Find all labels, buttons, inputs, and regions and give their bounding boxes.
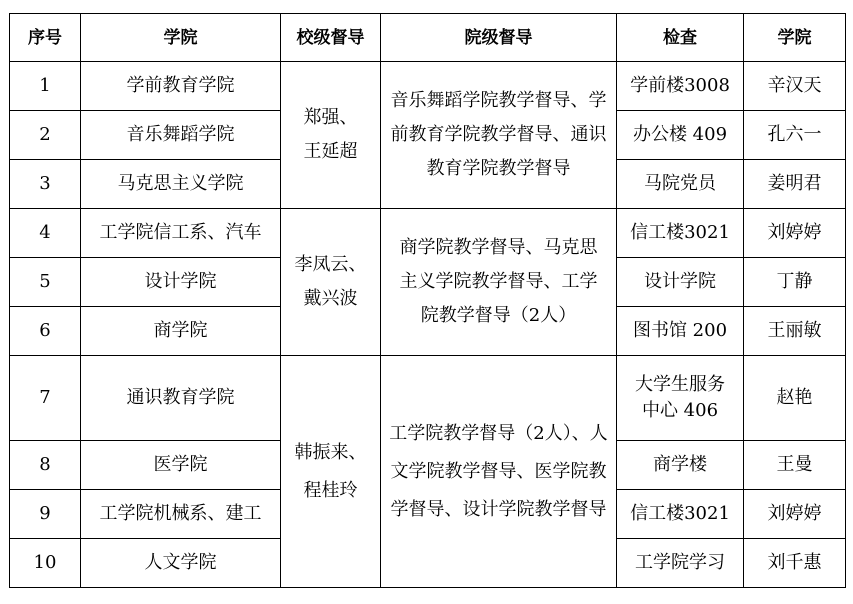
header-check: 检查 [617,14,744,62]
table-row [10,356,846,441]
row-person: 赵艳 [744,356,846,441]
school-supervisor-cell: 韩振来、程桂玲 [281,356,381,588]
row-college: 医学院 [81,441,281,490]
row-college: 马克思主义学院 [81,160,281,209]
row-college: 商学院 [81,307,281,356]
header-school-supervisor: 校级督导 [281,14,381,62]
row-person: 丁静 [744,258,846,307]
header-college-supervisor: 院级督导 [381,14,617,62]
row-college: 工学院机械系、建工 [81,490,281,539]
row-check: 学前楼3008 [617,62,744,111]
college-supervisor-cell: 工学院教学督导（2人）、人文学院教学督导、医学院教学督导、设计学院教学督导 [381,356,617,588]
row-person: 王曼 [744,441,846,490]
row-person: 孔六一 [744,111,846,160]
row-index: 2 [10,111,81,160]
row-index: 10 [10,539,81,588]
row-check: 信工楼3021 [617,490,744,539]
row-person: 刘千惠 [744,539,846,588]
row-person: 姜明君 [744,160,846,209]
row-index: 4 [10,209,81,258]
row-check: 马院党员 [617,160,744,209]
supervision-table [9,13,846,588]
row-check: 图书馆 200 [617,307,744,356]
row-index: 9 [10,490,81,539]
row-index: 1 [10,62,81,111]
row-college: 设计学院 [81,258,281,307]
college-supervisor-cell: 商学院教学督导、马克思主义学院教学督导、工学院教学督导（2人） [381,209,617,356]
row-index: 5 [10,258,81,307]
table-row [10,62,846,111]
row-index: 7 [10,356,81,441]
row-person: 刘婷婷 [744,490,846,539]
school-supervisor-cell: 郑强、王延超 [281,62,381,209]
row-index: 6 [10,307,81,356]
school-supervisor-cell: 李凤云、戴兴波 [281,209,381,356]
row-college: 通识教育学院 [81,356,281,441]
row-index: 3 [10,160,81,209]
row-person: 刘婷婷 [744,209,846,258]
table-row [10,209,846,258]
row-check: 工学院学习 [617,539,744,588]
header-index: 序号 [10,14,81,62]
row-check: 办公楼 409 [617,111,744,160]
header-college: 学院 [81,14,281,62]
row-college: 工学院信工系、汽车 [81,209,281,258]
college-supervisor-cell: 音乐舞蹈学院教学督导、学前教育学院教学督导、通识教育学院教学督导 [381,62,617,209]
row-college: 学前教育学院 [81,62,281,111]
row-index: 8 [10,441,81,490]
row-check: 信工楼3021 [617,209,744,258]
row-college: 人文学院 [81,539,281,588]
row-person: 辛汉天 [744,62,846,111]
row-check: 大学生服务中心 406 [617,356,744,441]
header-row [10,14,846,62]
header-person: 学院 [744,14,846,62]
row-college: 音乐舞蹈学院 [81,111,281,160]
row-person: 王丽敏 [744,307,846,356]
row-check: 商学楼 [617,441,744,490]
row-check: 设计学院 [617,258,744,307]
